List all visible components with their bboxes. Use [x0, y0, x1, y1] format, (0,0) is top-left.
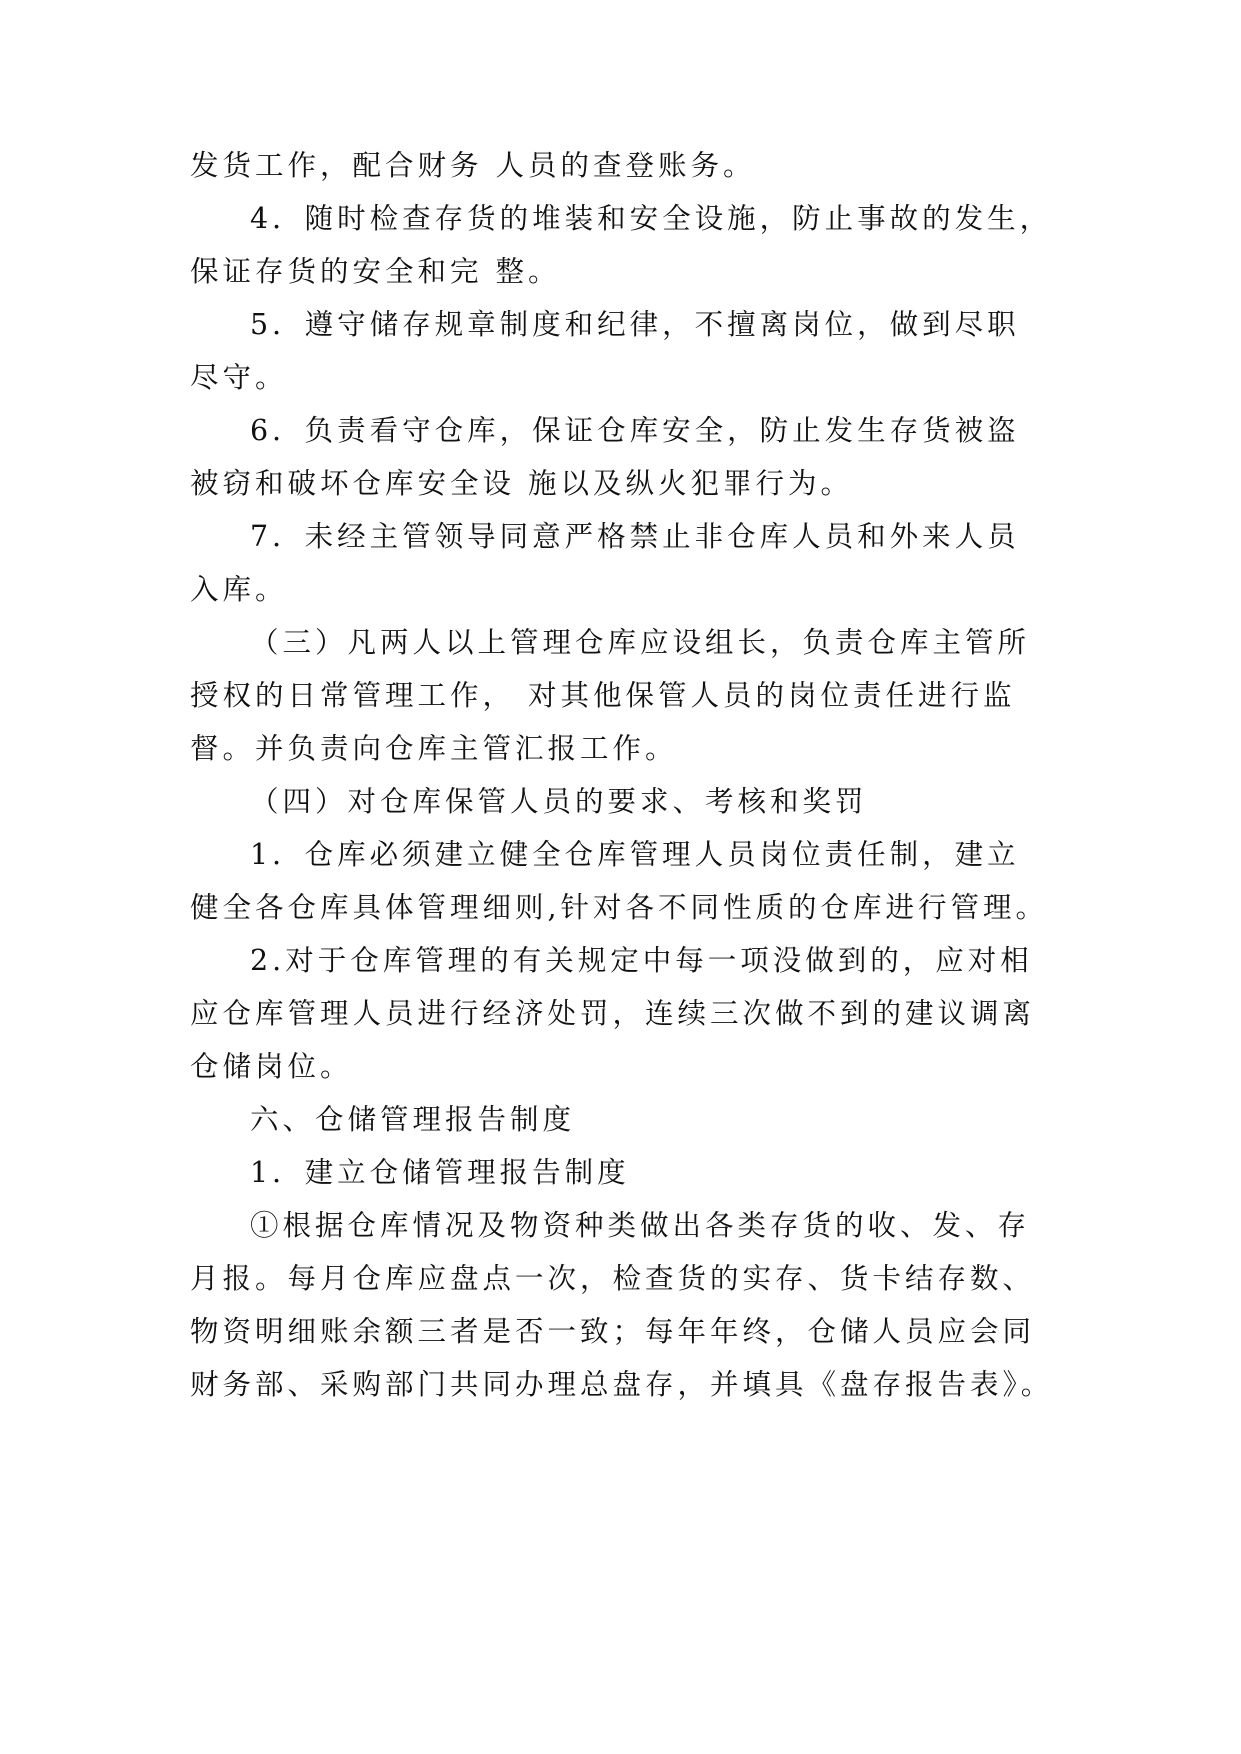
text-line: 月报。每月仓库应盘点一次，检查货的实存、货卡结存数、	[190, 1262, 1036, 1295]
text-line: 仓储岗位。	[190, 1050, 353, 1083]
text-line: 尽守。	[190, 361, 288, 394]
text-line: 5．遵守储存规章制度和纪律，不擅离岗位，做到尽职	[250, 308, 1020, 341]
text-line: 六、仓储管理报告制度	[250, 1103, 576, 1136]
text-line: 物资明细账余额三者是否一致；每年年终，仓储人员应会同	[190, 1315, 1036, 1348]
text-line: （四）对仓库保管人员的要求、考核和奖罚	[250, 785, 868, 818]
text-line: 财务部、采购部门共同办理总盘存，并填具《盘存报告表》。	[190, 1368, 1054, 1401]
text-line: 发货工作，配合财务 人员的查登账务。	[190, 149, 756, 182]
text-line: 督。并负责向仓库主管汇报工作。	[190, 732, 678, 765]
text-line: 6．负责看守仓库，保证仓库安全，防止发生存货被盗	[250, 414, 1020, 447]
text-line: 被窃和破坏仓库安全设 施以及纵火犯罪行为。	[190, 467, 854, 500]
text-line: 4．随时检查存货的堆装和安全设施，防止事故的发生，	[250, 202, 1053, 235]
text-line: 授权的日常管理工作， 对其他保管人员的岗位责任进行监	[190, 679, 1016, 712]
text-line: 保证存货的安全和完 整。	[190, 255, 561, 288]
text-line: （三）凡两人以上管理仓库应设组长，负责仓库主管所	[250, 626, 1031, 659]
text-line: 健全各仓库具体管理细则,针对各不同性质的仓库进行管理。	[190, 891, 1049, 924]
text-line: 1．仓库必须建立健全仓库管理人员岗位责任制，建立	[250, 838, 1020, 871]
text-line: 1．建立仓储管理报告制度	[250, 1156, 630, 1189]
text-line: ①根据仓库情况及物资种类做出各类存货的收、发、存	[250, 1209, 1031, 1242]
text-line: 2.对于仓库管理的有关规定中每一项没做到的，应对相	[250, 944, 1033, 977]
text-line: 应仓库管理人员进行经济处罚，连续三次做不到的建议调离	[190, 997, 1036, 1030]
text-line: 7．未经主管领导同意严格禁止非仓库人员和外来人员	[250, 520, 1020, 553]
text-line: 入库。	[190, 573, 288, 606]
